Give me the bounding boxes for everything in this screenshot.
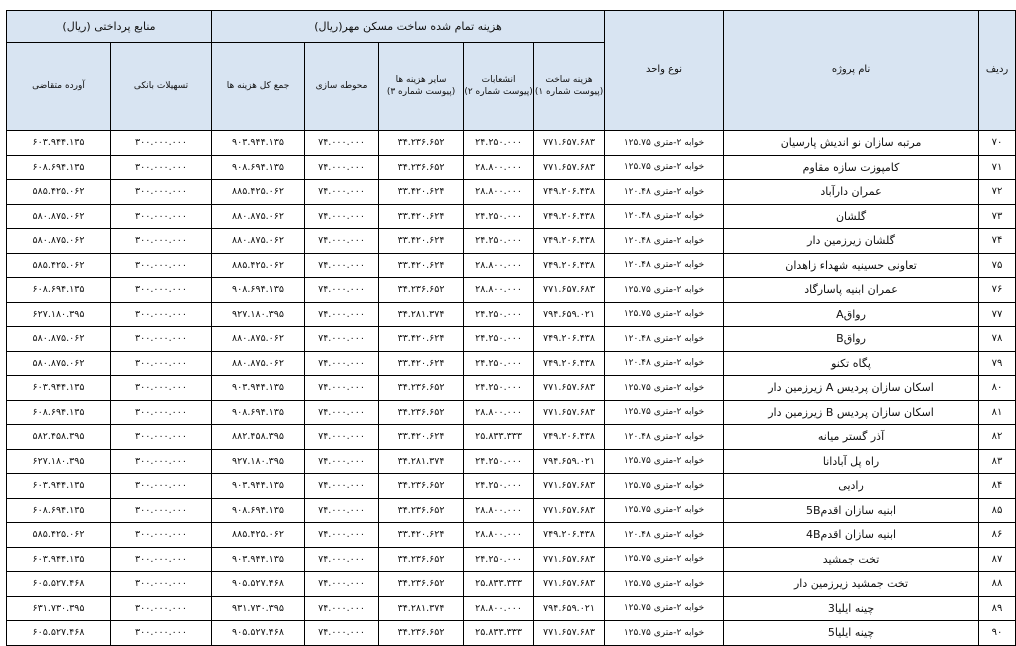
- cell-project-name: چینه ایلیا3: [724, 596, 979, 621]
- header-index: ردیف: [979, 11, 1016, 131]
- cell-unit-type: خوابه ۲-متری ۱۲۰.۴۸: [605, 180, 724, 205]
- cell-bank-loan: ۳۰۰.۰۰۰.۰۰۰: [111, 547, 212, 572]
- cell-site-prep: ۷۴.۰۰۰.۰۰۰: [305, 547, 379, 572]
- cell-project-name: تخت جمشید زیرزمین دار: [724, 572, 979, 597]
- cell-other-costs: ۳۳.۴۲۰.۶۲۴: [379, 523, 464, 548]
- cell-bank-loan: ۳۰۰.۰۰۰.۰۰۰: [111, 400, 212, 425]
- cell-unit-type: خوابه ۲-متری ۱۲۵.۷۵: [605, 400, 724, 425]
- header-connections-label: انشعابات: [481, 75, 516, 86]
- cell-other-costs: ۳۴.۲۸۱.۳۷۴: [379, 302, 464, 327]
- table-body: [7, 131, 1016, 646]
- cell-bank-loan: ۳۰۰.۰۰۰.۰۰۰: [111, 327, 212, 352]
- cost-table-container: [6, 10, 1009, 646]
- table-row: [7, 523, 1016, 548]
- cell-other-costs: ۳۴.۲۸۱.۳۷۴: [379, 596, 464, 621]
- cell-unit-type: خوابه ۲-متری ۱۲۵.۷۵: [605, 376, 724, 401]
- cell-total-costs: ۸۸۰.۸۷۵.۰۶۲: [212, 327, 305, 352]
- cell-connections: ۲۴.۲۵۰.۰۰۰: [464, 351, 534, 376]
- cell-total-costs: ۹۲۷.۱۸۰.۳۹۵: [212, 449, 305, 474]
- cell-applicant-payment: ۶۰۵.۵۲۷.۴۶۸: [7, 621, 111, 646]
- header-connections: [464, 43, 534, 131]
- cell-applicant-payment: ۶۰۸.۶۹۴.۱۳۵: [7, 498, 111, 523]
- cell-unit-type: خوابه ۲-متری ۱۲۰.۴۸: [605, 523, 724, 548]
- cell-bank-loan: ۳۰۰.۰۰۰.۰۰۰: [111, 351, 212, 376]
- cell-bank-loan: ۳۰۰.۰۰۰.۰۰۰: [111, 498, 212, 523]
- cell-index: ۸۸: [979, 572, 1016, 597]
- cell-other-costs: ۳۳.۴۲۰.۶۲۴: [379, 327, 464, 352]
- cell-connections: ۲۴.۲۵۰.۰۰۰: [464, 229, 534, 254]
- table-header: [7, 11, 1016, 131]
- table-row: [7, 449, 1016, 474]
- cell-project-name: تخت جمشید: [724, 547, 979, 572]
- cell-project-name: چینه ایلیا5: [724, 621, 979, 646]
- cell-building-cost: ۷۴۹.۲۰۶.۴۳۸: [534, 204, 605, 229]
- header-building-cost-label: هزینه ساخت: [545, 75, 593, 86]
- cell-unit-type: خوابه ۲-متری ۱۲۰.۴۸: [605, 327, 724, 352]
- table-row: [7, 155, 1016, 180]
- cell-bank-loan: ۳۰۰.۰۰۰.۰۰۰: [111, 253, 212, 278]
- cell-applicant-payment: ۵۸۰.۸۷۵.۰۶۲: [7, 327, 111, 352]
- cell-unit-type: خوابه ۲-متری ۱۲۰.۴۸: [605, 204, 724, 229]
- table-row: [7, 204, 1016, 229]
- cell-connections: ۲۸.۸۰۰.۰۰۰: [464, 180, 534, 205]
- cell-connections: ۲۴.۲۵۰.۰۰۰: [464, 327, 534, 352]
- header-project-name: نام پروژه: [724, 11, 979, 131]
- header-cost-group: هزینه تمام شده ساخت مسکن مهر(ریال): [212, 11, 605, 43]
- cell-total-costs: ۹۰۳.۹۴۴.۱۳۵: [212, 131, 305, 156]
- cell-unit-type: خوابه ۲-متری ۱۲۵.۷۵: [605, 449, 724, 474]
- cell-applicant-payment: ۵۸۰.۸۷۵.۰۶۲: [7, 229, 111, 254]
- table-row: [7, 278, 1016, 303]
- cell-unit-type: خوابه ۲-متری ۱۲۵.۷۵: [605, 572, 724, 597]
- cell-project-name: پگاه تکنو: [724, 351, 979, 376]
- cell-connections: ۲۴.۲۵۰.۰۰۰: [464, 474, 534, 499]
- cell-index: ۸۲: [979, 425, 1016, 450]
- cell-site-prep: ۷۴.۰۰۰.۰۰۰: [305, 498, 379, 523]
- cell-unit-type: خوابه ۲-متری ۱۲۰.۴۸: [605, 351, 724, 376]
- cell-total-costs: ۹۰۵.۵۲۷.۴۶۸: [212, 572, 305, 597]
- cell-building-cost: ۷۴۹.۲۰۶.۴۳۸: [534, 229, 605, 254]
- cell-applicant-payment: ۶۰۳.۹۴۴.۱۳۵: [7, 547, 111, 572]
- cell-index: ۷۸: [979, 327, 1016, 352]
- cell-connections: ۲۴.۲۵۰.۰۰۰: [464, 376, 534, 401]
- cell-site-prep: ۷۴.۰۰۰.۰۰۰: [305, 180, 379, 205]
- cell-connections: ۲۴.۲۵۰.۰۰۰: [464, 449, 534, 474]
- cell-unit-type: خوابه ۲-متری ۱۲۵.۷۵: [605, 155, 724, 180]
- cell-unit-type: خوابه ۲-متری ۱۲۵.۷۵: [605, 596, 724, 621]
- table-row: [7, 327, 1016, 352]
- cell-applicant-payment: ۶۲۷.۱۸۰.۳۹۵: [7, 449, 111, 474]
- cell-site-prep: ۷۴.۰۰۰.۰۰۰: [305, 621, 379, 646]
- cell-other-costs: ۳۴.۲۳۶.۶۵۲: [379, 474, 464, 499]
- cell-total-costs: ۹۰۸.۶۹۴.۱۳۵: [212, 155, 305, 180]
- cell-project-name: اسکان سازان پردیس B زیرزمین دار: [724, 400, 979, 425]
- cell-index: ۷۷: [979, 302, 1016, 327]
- cell-index: ۸۰: [979, 376, 1016, 401]
- header-unit-type: نوع واحد: [605, 11, 724, 131]
- cell-connections: ۲۸.۸۰۰.۰۰۰: [464, 523, 534, 548]
- cell-building-cost: ۷۷۱.۶۵۷.۶۸۳: [534, 572, 605, 597]
- header-bank-loan: تسهیلات بانکی: [111, 43, 212, 131]
- cell-project-name: عمران ابنیه پاسارگاد: [724, 278, 979, 303]
- cell-other-costs: ۳۳.۴۲۰.۶۲۴: [379, 180, 464, 205]
- table-row: [7, 596, 1016, 621]
- cell-unit-type: خوابه ۲-متری ۱۲۵.۷۵: [605, 621, 724, 646]
- cell-unit-type: خوابه ۲-متری ۱۲۰.۴۸: [605, 425, 724, 450]
- cell-project-name: رواقB: [724, 327, 979, 352]
- cell-connections: ۲۸.۸۰۰.۰۰۰: [464, 278, 534, 303]
- cell-project-name: گلشان زیرزمین دار: [724, 229, 979, 254]
- cell-total-costs: ۸۸۰.۸۷۵.۰۶۲: [212, 204, 305, 229]
- cell-building-cost: ۷۷۱.۶۵۷.۶۸۳: [534, 278, 605, 303]
- cell-bank-loan: ۳۰۰.۰۰۰.۰۰۰: [111, 621, 212, 646]
- cell-building-cost: ۷۴۹.۲۰۶.۴۳۸: [534, 351, 605, 376]
- cell-building-cost: ۷۷۱.۶۵۷.۶۸۳: [534, 400, 605, 425]
- cell-building-cost: ۷۴۹.۲۰۶.۴۳۸: [534, 253, 605, 278]
- cell-total-costs: ۸۸۵.۴۲۵.۰۶۲: [212, 523, 305, 548]
- cell-connections: ۲۴.۲۵۰.۰۰۰: [464, 302, 534, 327]
- cell-unit-type: خوابه ۲-متری ۱۲۵.۷۵: [605, 547, 724, 572]
- cell-building-cost: ۷۷۱.۶۵۷.۶۸۳: [534, 131, 605, 156]
- header-other-costs-note: (پیوست شماره ۳): [386, 86, 456, 97]
- cell-other-costs: ۳۳.۴۲۰.۶۲۴: [379, 425, 464, 450]
- cell-bank-loan: ۳۰۰.۰۰۰.۰۰۰: [111, 278, 212, 303]
- cell-site-prep: ۷۴.۰۰۰.۰۰۰: [305, 278, 379, 303]
- cell-index: ۷۶: [979, 278, 1016, 303]
- table-row: [7, 302, 1016, 327]
- cell-building-cost: ۷۴۹.۲۰۶.۴۳۸: [534, 327, 605, 352]
- cell-bank-loan: ۳۰۰.۰۰۰.۰۰۰: [111, 204, 212, 229]
- table-row: [7, 376, 1016, 401]
- cell-connections: ۲۸.۸۰۰.۰۰۰: [464, 498, 534, 523]
- cell-project-name: ابنیه سازان اقدم4B: [724, 523, 979, 548]
- cell-building-cost: ۷۹۴.۶۵۹.۰۲۱: [534, 302, 605, 327]
- cell-site-prep: ۷۴.۰۰۰.۰۰۰: [305, 449, 379, 474]
- cell-unit-type: خوابه ۲-متری ۱۲۰.۴۸: [605, 253, 724, 278]
- cell-applicant-payment: ۶۰۳.۹۴۴.۱۳۵: [7, 474, 111, 499]
- cell-index: ۷۲: [979, 180, 1016, 205]
- cell-site-prep: ۷۴.۰۰۰.۰۰۰: [305, 204, 379, 229]
- cell-bank-loan: ۳۰۰.۰۰۰.۰۰۰: [111, 425, 212, 450]
- cell-building-cost: ۷۷۱.۶۵۷.۶۸۳: [534, 498, 605, 523]
- cell-index: ۸۱: [979, 400, 1016, 425]
- cell-total-costs: ۹۰۸.۶۹۴.۱۳۵: [212, 498, 305, 523]
- table-row: [7, 229, 1016, 254]
- cell-site-prep: ۷۴.۰۰۰.۰۰۰: [305, 155, 379, 180]
- cell-site-prep: ۷۴.۰۰۰.۰۰۰: [305, 523, 379, 548]
- cell-site-prep: ۷۴.۰۰۰.۰۰۰: [305, 302, 379, 327]
- cell-connections: ۲۸.۸۰۰.۰۰۰: [464, 253, 534, 278]
- cell-bank-loan: ۳۰۰.۰۰۰.۰۰۰: [111, 523, 212, 548]
- cell-applicant-payment: ۶۳۱.۷۳۰.۳۹۵: [7, 596, 111, 621]
- cell-index: ۷۵: [979, 253, 1016, 278]
- table-row: [7, 400, 1016, 425]
- cell-bank-loan: ۳۰۰.۰۰۰.۰۰۰: [111, 474, 212, 499]
- cell-total-costs: ۸۸۵.۴۲۵.۰۶۲: [212, 253, 305, 278]
- cell-building-cost: ۷۴۹.۲۰۶.۴۳۸: [534, 425, 605, 450]
- cell-building-cost: ۷۴۹.۲۰۶.۴۳۸: [534, 523, 605, 548]
- cell-bank-loan: ۳۰۰.۰۰۰.۰۰۰: [111, 229, 212, 254]
- cell-site-prep: ۷۴.۰۰۰.۰۰۰: [305, 229, 379, 254]
- table-row: [7, 498, 1016, 523]
- cell-site-prep: ۷۴.۰۰۰.۰۰۰: [305, 253, 379, 278]
- cell-other-costs: ۳۳.۴۲۰.۶۲۴: [379, 204, 464, 229]
- header-other-costs: [379, 43, 464, 131]
- cell-applicant-payment: ۶۰۳.۹۴۴.۱۳۵: [7, 376, 111, 401]
- cell-unit-type: خوابه ۲-متری ۱۲۵.۷۵: [605, 498, 724, 523]
- cell-other-costs: ۳۴.۲۳۶.۶۵۲: [379, 376, 464, 401]
- cell-other-costs: ۳۳.۴۲۰.۶۲۴: [379, 253, 464, 278]
- cell-building-cost: ۷۷۱.۶۵۷.۶۸۳: [534, 376, 605, 401]
- cell-site-prep: ۷۴.۰۰۰.۰۰۰: [305, 376, 379, 401]
- cell-bank-loan: ۳۰۰.۰۰۰.۰۰۰: [111, 376, 212, 401]
- table-row: [7, 425, 1016, 450]
- cell-other-costs: ۳۴.۲۳۶.۶۵۲: [379, 400, 464, 425]
- table-row: [7, 621, 1016, 646]
- cell-total-costs: ۹۰۳.۹۴۴.۱۳۵: [212, 474, 305, 499]
- cell-applicant-payment: ۶۰۵.۵۲۷.۴۶۸: [7, 572, 111, 597]
- cell-index: ۷۰: [979, 131, 1016, 156]
- table-row: [7, 351, 1016, 376]
- cell-connections: ۲۴.۲۵۰.۰۰۰: [464, 204, 534, 229]
- cell-project-name: مرتبه سازان نو اندیش پارسیان: [724, 131, 979, 156]
- cell-project-name: رادیی: [724, 474, 979, 499]
- cell-building-cost: ۷۹۴.۶۵۹.۰۲۱: [534, 596, 605, 621]
- cell-other-costs: ۳۴.۲۸۱.۳۷۴: [379, 449, 464, 474]
- cell-site-prep: ۷۴.۰۰۰.۰۰۰: [305, 400, 379, 425]
- cell-connections: ۲۵.۸۳۳.۳۳۳: [464, 572, 534, 597]
- cell-other-costs: ۳۳.۴۲۰.۶۲۴: [379, 229, 464, 254]
- table-row: [7, 474, 1016, 499]
- cell-connections: ۲۴.۲۵۰.۰۰۰: [464, 547, 534, 572]
- cell-index: ۷۱: [979, 155, 1016, 180]
- table-row: [7, 253, 1016, 278]
- cell-unit-type: خوابه ۲-متری ۱۲۵.۷۵: [605, 131, 724, 156]
- header-total-costs: جمع کل هزینه ها: [212, 43, 305, 131]
- cell-index: ۸۹: [979, 596, 1016, 621]
- cell-index: ۸۷: [979, 547, 1016, 572]
- cell-site-prep: ۷۴.۰۰۰.۰۰۰: [305, 596, 379, 621]
- cell-applicant-payment: ۵۸۵.۴۲۵.۰۶۲: [7, 523, 111, 548]
- cell-bank-loan: ۳۰۰.۰۰۰.۰۰۰: [111, 302, 212, 327]
- header-building-cost-note: (پیوست شماره ۱): [534, 86, 604, 97]
- cell-project-name: اسکان سازان پردیس A زیرزمین دار: [724, 376, 979, 401]
- table-row: [7, 131, 1016, 156]
- cell-total-costs: ۹۰۸.۶۹۴.۱۳۵: [212, 278, 305, 303]
- cell-index: ۷۹: [979, 351, 1016, 376]
- cell-applicant-payment: ۶۲۷.۱۸۰.۳۹۵: [7, 302, 111, 327]
- cell-applicant-payment: ۵۸۲.۴۵۸.۳۹۵: [7, 425, 111, 450]
- cell-bank-loan: ۳۰۰.۰۰۰.۰۰۰: [111, 155, 212, 180]
- header-funding-group: منابع پرداختی (ریال): [7, 11, 212, 43]
- cell-bank-loan: ۳۰۰.۰۰۰.۰۰۰: [111, 131, 212, 156]
- table-row: [7, 572, 1016, 597]
- cell-bank-loan: ۳۰۰.۰۰۰.۰۰۰: [111, 449, 212, 474]
- cell-connections: ۲۸.۸۰۰.۰۰۰: [464, 155, 534, 180]
- cell-unit-type: خوابه ۲-متری ۱۲۵.۷۵: [605, 302, 724, 327]
- cell-project-name: ابنیه سازان اقدم5B: [724, 498, 979, 523]
- cell-site-prep: ۷۴.۰۰۰.۰۰۰: [305, 351, 379, 376]
- cell-index: ۸۳: [979, 449, 1016, 474]
- cell-site-prep: ۷۴.۰۰۰.۰۰۰: [305, 425, 379, 450]
- cell-site-prep: ۷۴.۰۰۰.۰۰۰: [305, 572, 379, 597]
- cell-other-costs: ۳۴.۲۳۶.۶۵۲: [379, 572, 464, 597]
- cell-building-cost: ۷۷۱.۶۵۷.۶۸۳: [534, 155, 605, 180]
- header-site-prep: محوطه سازی: [305, 43, 379, 131]
- cell-connections: ۲۵.۸۳۳.۳۳۳: [464, 621, 534, 646]
- cell-applicant-payment: ۶۰۸.۶۹۴.۱۳۵: [7, 400, 111, 425]
- cell-project-name: گلشان: [724, 204, 979, 229]
- cell-other-costs: ۳۴.۲۳۶.۶۵۲: [379, 155, 464, 180]
- cell-site-prep: ۷۴.۰۰۰.۰۰۰: [305, 474, 379, 499]
- cell-project-name: آذر گستر میانه: [724, 425, 979, 450]
- cell-building-cost: ۷۷۱.۶۵۷.۶۸۳: [534, 621, 605, 646]
- table-row: [7, 180, 1016, 205]
- cell-applicant-payment: ۶۰۸.۶۹۴.۱۳۵: [7, 155, 111, 180]
- cell-total-costs: ۸۸۵.۴۲۵.۰۶۲: [212, 180, 305, 205]
- cell-total-costs: ۸۸۲.۴۵۸.۳۹۵: [212, 425, 305, 450]
- table-row: [7, 547, 1016, 572]
- cell-index: ۷۳: [979, 204, 1016, 229]
- header-applicant-payment: آورده متقاضی: [7, 43, 111, 131]
- cell-project-name: عمران دارآباد: [724, 180, 979, 205]
- cell-building-cost: ۷۴۹.۲۰۶.۴۳۸: [534, 180, 605, 205]
- cell-other-costs: ۳۳.۴۲۰.۶۲۴: [379, 351, 464, 376]
- cell-connections: ۲۴.۲۵۰.۰۰۰: [464, 131, 534, 156]
- cell-bank-loan: ۳۰۰.۰۰۰.۰۰۰: [111, 180, 212, 205]
- cell-site-prep: ۷۴.۰۰۰.۰۰۰: [305, 131, 379, 156]
- cell-project-name: کامپوزت سازه مقاوم: [724, 155, 979, 180]
- cell-total-costs: ۹۰۳.۹۴۴.۱۳۵: [212, 547, 305, 572]
- header-building-cost: [534, 43, 605, 131]
- cell-applicant-payment: ۵۸۰.۸۷۵.۰۶۲: [7, 351, 111, 376]
- cell-building-cost: ۷۷۱.۶۵۷.۶۸۳: [534, 547, 605, 572]
- cell-connections: ۲۸.۸۰۰.۰۰۰: [464, 400, 534, 425]
- cell-unit-type: خوابه ۲-متری ۱۲۰.۴۸: [605, 229, 724, 254]
- cell-total-costs: ۹۰۸.۶۹۴.۱۳۵: [212, 400, 305, 425]
- cell-total-costs: ۹۲۷.۱۸۰.۳۹۵: [212, 302, 305, 327]
- cell-applicant-payment: ۶۰۸.۶۹۴.۱۳۵: [7, 278, 111, 303]
- cell-site-prep: ۷۴.۰۰۰.۰۰۰: [305, 327, 379, 352]
- cell-project-name: راه پل آبادانا: [724, 449, 979, 474]
- cell-building-cost: ۷۷۱.۶۵۷.۶۸۳: [534, 474, 605, 499]
- cell-connections: ۲۵.۸۳۳.۳۳۳: [464, 425, 534, 450]
- cell-bank-loan: ۳۰۰.۰۰۰.۰۰۰: [111, 572, 212, 597]
- cell-index: ۸۶: [979, 523, 1016, 548]
- cell-applicant-payment: ۵۸۰.۸۷۵.۰۶۲: [7, 204, 111, 229]
- cell-applicant-payment: ۵۸۵.۴۲۵.۰۶۲: [7, 180, 111, 205]
- header-other-costs-label: سایر هزینه ها: [395, 75, 447, 86]
- cell-project-name: تعاونی حسینیه شهداء زاهدان: [724, 253, 979, 278]
- cell-other-costs: ۳۴.۲۳۶.۶۵۲: [379, 131, 464, 156]
- cell-total-costs: ۹۰۳.۹۴۴.۱۳۵: [212, 376, 305, 401]
- cell-applicant-payment: ۵۸۵.۴۲۵.۰۶۲: [7, 253, 111, 278]
- cell-total-costs: ۹۰۵.۵۲۷.۴۶۸: [212, 621, 305, 646]
- cell-unit-type: خوابه ۲-متری ۱۲۵.۷۵: [605, 474, 724, 499]
- cell-index: ۸۴: [979, 474, 1016, 499]
- cell-connections: ۲۸.۸۰۰.۰۰۰: [464, 596, 534, 621]
- housing-cost-table: [6, 10, 1016, 646]
- cell-applicant-payment: ۶۰۳.۹۴۴.۱۳۵: [7, 131, 111, 156]
- cell-total-costs: ۸۸۰.۸۷۵.۰۶۲: [212, 351, 305, 376]
- cell-other-costs: ۳۴.۲۳۶.۶۵۲: [379, 278, 464, 303]
- header-connections-note: (پیوست شماره ۲): [464, 86, 533, 97]
- cell-total-costs: ۸۸۰.۸۷۵.۰۶۲: [212, 229, 305, 254]
- cell-index: ۹۰: [979, 621, 1016, 646]
- cell-unit-type: خوابه ۲-متری ۱۲۵.۷۵: [605, 278, 724, 303]
- cell-bank-loan: ۳۰۰.۰۰۰.۰۰۰: [111, 596, 212, 621]
- cell-index: ۸۵: [979, 498, 1016, 523]
- cell-other-costs: ۳۴.۲۳۶.۶۵۲: [379, 621, 464, 646]
- cell-index: ۷۴: [979, 229, 1016, 254]
- cell-other-costs: ۳۴.۲۳۶.۶۵۲: [379, 498, 464, 523]
- cell-total-costs: ۹۳۱.۷۳۰.۳۹۵: [212, 596, 305, 621]
- cell-other-costs: ۳۴.۲۳۶.۶۵۲: [379, 547, 464, 572]
- cell-project-name: رواقA: [724, 302, 979, 327]
- cell-building-cost: ۷۹۴.۶۵۹.۰۲۱: [534, 449, 605, 474]
